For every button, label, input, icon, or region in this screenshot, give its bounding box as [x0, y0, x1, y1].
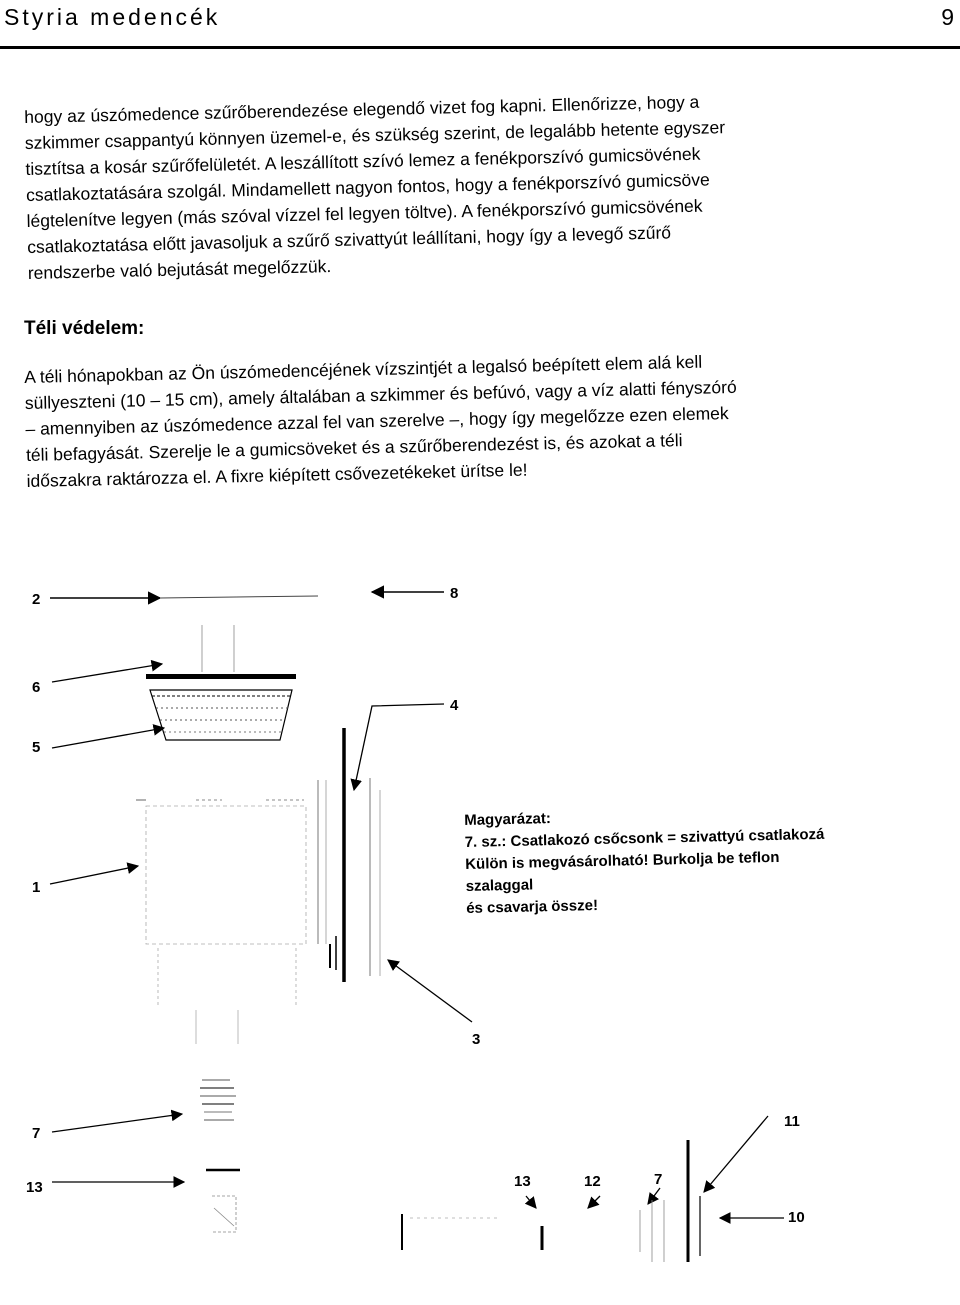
legend-title: Magyarázat:	[464, 810, 552, 829]
text-line: szkimmer csappantyú könnyen üzemel-e, és szükség szerint, de legalább hetente egyszer	[24, 117, 726, 153]
top-line	[160, 596, 318, 598]
text-line: csatlakoztatására szolgál. Mindamellett nagyon fontos, hogy a fenékporszívó gumicsöve	[25, 169, 710, 205]
label-6: 6	[32, 679, 41, 696]
text-line: időszakra raktározza el. A fixre kiépített csővezetékeket ürítse le!	[26, 459, 528, 491]
legend-line: szalaggal	[465, 876, 534, 895]
header-rule	[0, 46, 960, 49]
winter-protection-heading: Téli védelem:	[24, 318, 145, 339]
text-line: süllyeszteni (10 – 15 cm), amely általában a szkimmer és befúvó, vagy a víz alatti fényszóró	[24, 376, 737, 413]
arrow-13b	[526, 1196, 536, 1208]
legend-line: 7. sz.: Csatlakozó csőcsonk = szivattyú csatlakozá	[464, 825, 825, 851]
label-12: 12	[584, 1173, 601, 1190]
hose-fitting	[200, 1080, 236, 1120]
legend-line: Külön is megvásárolható! Burkolja be teflon	[465, 848, 780, 873]
arrow-1	[50, 866, 138, 884]
arrow-7	[52, 1114, 182, 1132]
label-3: 3	[472, 1031, 481, 1048]
arrow-3	[388, 960, 472, 1022]
header-title: Styria medencék	[4, 4, 221, 30]
arrow-12	[588, 1196, 600, 1208]
diagram-legend	[464, 802, 826, 920]
text-line: rendszerbe való bejutását megelőzzük.	[27, 256, 332, 283]
seal-ring	[212, 1196, 236, 1232]
arrow-11	[704, 1116, 768, 1192]
page-header	[0, 0, 960, 50]
label-7b: 7	[654, 1171, 663, 1188]
legend-line: és csavarja össze!	[466, 896, 599, 917]
label-10: 10	[788, 1209, 805, 1226]
instructions-paragraph	[24, 88, 728, 286]
text-line: – amennyiben az úszómedence azzal fel van szerelve –, hogy így megelőzze ezen elemek	[25, 403, 729, 439]
page-number: 9	[941, 4, 954, 30]
label-7: 7	[32, 1125, 41, 1142]
skimmer-body	[146, 806, 306, 944]
text-line: hogy az úszómedence szűrőberendezése elegendő vizet fog kapni. Ellenőrizze, hogy a	[24, 91, 700, 127]
text-line: tisztítsa a kosár szűrőfelületét. A leszállított szívó lemez a fenékporszívó gumicsövének	[25, 143, 701, 179]
pointer-4	[354, 704, 444, 790]
arrow-7b	[648, 1188, 660, 1204]
arrow-5	[52, 728, 164, 748]
label-2: 2	[32, 591, 41, 608]
label-4: 4	[450, 697, 459, 714]
text-line: A téli hónapokban az Ön úszómedencéjének vízszintjét a legalsó beépített elem alá kell	[24, 351, 703, 387]
label-8: 8	[450, 585, 459, 602]
label-5: 5	[32, 739, 41, 756]
arrow-6	[52, 664, 162, 682]
text-line: légtelenítve legyen (más szóval vízzel fel legyen töltve). A fenékporszívó gumicsövének	[26, 195, 703, 231]
text-line: téli befagyását. Szerelje le a gumicsöveket és a szűrőberendezést is, és azokat a téli	[25, 430, 683, 465]
skimmer-diagram	[0, 560, 960, 1305]
text-line: csatlakoztatása előtt javasoljuk a szűrő szivattyút leállítani, hogy így a levegő szűrő	[27, 222, 672, 257]
skimmer-lid	[146, 674, 296, 679]
label-1: 1	[32, 879, 41, 896]
label-13: 13	[26, 1179, 43, 1196]
winter-paragraph	[24, 348, 739, 494]
label-13b: 13	[514, 1173, 531, 1190]
label-11: 11	[784, 1113, 800, 1130]
